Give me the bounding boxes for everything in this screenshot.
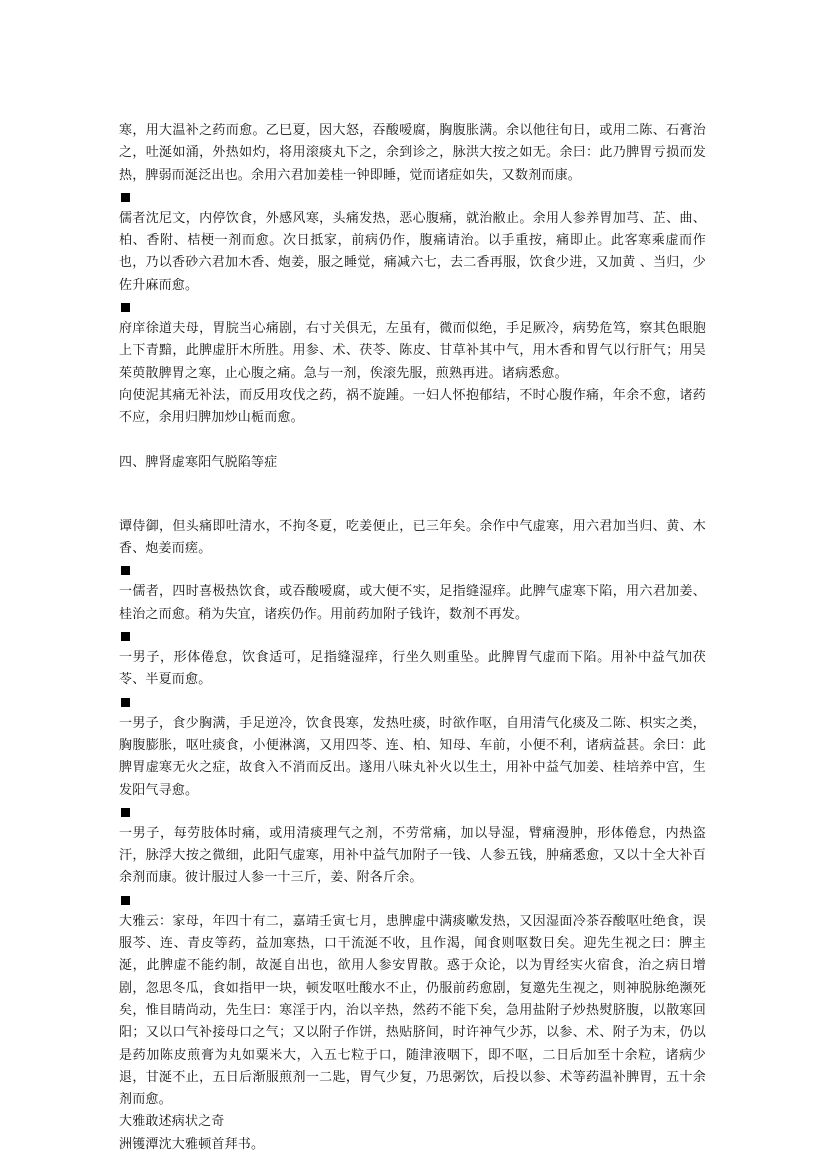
- paragraph: 向使泥其痛无补法，而反用攻伐之药，祸不旋踵。一妇人怀抱郁结，不时心腹作痛，年余不愈，诸药不应，余用归脾加炒山栀而愈。: [119, 387, 706, 426]
- paragraph: 儒者沈尼文，内停饮食，外感风寒，头痛发热，恶心腹痛，就治敝止。余用人参养胃加芎、芷、曲、柏、香附、桔梗一剂而愈。次日抵家，前病仍作，腹痛请治。以手重按，痛即止。此客寒乘虚而作也，乃以香砂六君加木香、炮姜，服之睡觉，痛减六七，去二香再服，饮食少进，又加黄 、当归，少佐升麻而愈。: [119, 210, 706, 293]
- paragraph: 府庠徐道夫母，胃脘当心痛剧，右寸关俱无，左虽有，微而似绝，手足厥冷，病势危笃，察其色眼胞上下青黯，此脾虚肝木所胜。用参、术、茯苓、陈皮、甘草补其中气，用木香和胃气以行肝气；用吴茱萸散脾胃之寒，止心腹之痛。急与一剂，俟滚先服，煎熟再进。诸病悉愈。: [119, 321, 706, 381]
- paragraph: 一男子，每劳肢体时痛，或用清痰理气之剂，不劳常痛，加以导湿，臂痛漫肿，形体倦怠，内热盗汗，脉浮大按之微细，此阳气虚寒，用补中益气加附子一钱、人参五钱，肿痛悉愈，又以十全大补百余剂而康。彼计服过人参一十三斤，姜、附各斤余。: [119, 825, 706, 886]
- spacer: [119, 474, 706, 516]
- paragraph: 一儒者，四时喜极热饮食，或吞酸嗳腐，或大便不实，足指缝湿痒。此脾气虚寒下陷，用六君加姜、桂治之而愈。稍为失宜，诸疾仍作。用前药加附子钱许，数剂不再发。: [119, 584, 706, 622]
- paragraph: 寒，用大温补之药而愈。乙巳夏，因大怒，吞酸嗳腐，胸腹胀满。余以他往旬日，或用二陈、石膏治之，吐涎如涌，外热如灼，将用滚痰丸下之，余到诊之，脉洪大按之如无。余曰：此乃脾胃亏损而发热，脾弱而涎泛出也。余用六君加姜桂一钟即睡，觉而诸症如失，又数剂而康。: [119, 123, 706, 183]
- signature-line: 洲镬潭沈大雅顿首拜书。: [119, 1136, 265, 1152]
- square-bullet-icon: [121, 698, 130, 707]
- square-bullet-icon: [121, 303, 130, 312]
- square-bullet-icon: [121, 896, 130, 905]
- paragraph: 大雅云：家母，年四十有二，嘉靖壬寅七月，患脾虚中满痰嗽发热，又因湿面冷茶吞酸呕吐绝食，误服芩、连、青皮等药，益加寒热，口干流涎不收，且作渴，闻食则呕数日矣。迎先生视之曰：脾主涎，此脾虚不能约制，故涎自出也，欲用人参安胃散。惑于众论，以为胃经实火宿食，治之病日增剧，忽思冬瓜，食如指甲一块，顿发呕吐酸水不止，仍服前药愈剧，复邀先生视之，则神脱脉绝濒死矣，惟目睛尚动，先生曰：寒淫于内，治以辛热，然药不能下矣，急用盐附子炒热熨脐腹，以散寒回阳；又以口气补接母口之气；又以附子作饼，热贴脐间，时许神气少苏，以参、术、附子为末，仍以是药加陈皮煎膏为丸如粟米大，入五七粒于口，随津液咽下，即不呕，二日后加至十余粒，诸病少退，甘涎不止，五日后渐服煎剂一二匙，胃气少复，乃思粥饮，后投以参、术等药温补脾胃，五十余剂而愈。: [119, 913, 706, 1108]
- square-bullet-icon: [121, 808, 130, 817]
- section-heading: 四、脾肾虚寒阳气脱陷等症: [119, 454, 278, 470]
- closing-line: 大雅敢述病状之奇: [119, 1114, 225, 1130]
- square-bullet-icon: [121, 566, 130, 575]
- paragraph: 一男子，食少胸满，手足逆冷，饮食畏寒，发热吐痰，时欲作呕，自用清气化痰及二陈、枳实之类，胸腹膨胀，呕吐痰食，小便淋漓，又用四苓、连、柏、知母、车前，小便不利，诸病益甚。余曰：此脾胃虚寒无火之症，故食入不消而反出。遂用八味丸补火以生土，用补中益气加姜、桂培养中宫，生发阳气寻愈。: [119, 715, 706, 798]
- paragraph: 谭侍御，但头痛即吐清水，不拘冬夏，吃姜便止，已三年矣。余作中气虚寒，用六君加当归、黄、木香、炮姜而瘥。: [119, 518, 706, 557]
- square-bullet-icon: [121, 193, 130, 202]
- paragraph: 一男子，形体倦怠，饮食适可，足指缝湿痒，行坐久则重坠。此脾胃气虚而下陷。用补中益气加茯苓、半夏而愈。: [119, 650, 706, 688]
- square-bullet-icon: [121, 632, 130, 641]
